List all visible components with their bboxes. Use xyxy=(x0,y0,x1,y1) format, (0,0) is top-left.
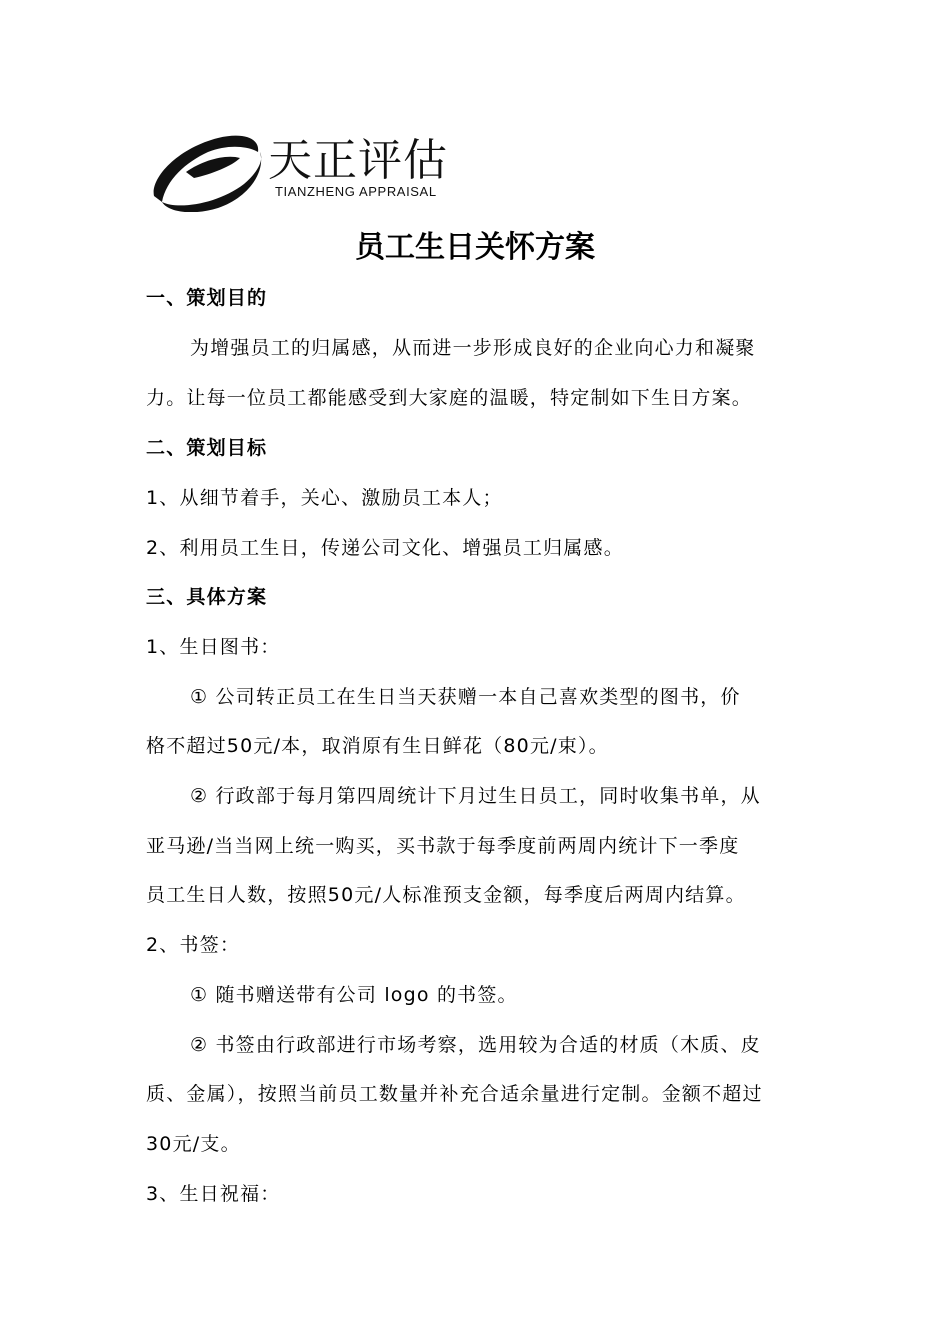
paragraph-line: 力。让每一位员工都能感受到大家庭的温暖，特定制如下生日方案。 xyxy=(146,387,753,409)
paragraph-line: 亚马逊/当当网上统一购买，买书款于每季度前两周内统计下一季度 xyxy=(146,835,740,857)
section-heading-purpose: 一、策划目的 xyxy=(146,287,268,309)
paragraph-line: 员工生日人数，按照50元/人标准预支金额，每季度后两周内结算。 xyxy=(146,884,746,906)
paragraph-line: ① 随书赠送带有公司 logo 的书签。 xyxy=(190,984,518,1006)
logo-name-cn: 天正评估 xyxy=(268,135,448,186)
logo-swoosh-icon xyxy=(148,128,266,212)
company-logo xyxy=(148,128,458,212)
section-heading-plan: 三、具体方案 xyxy=(146,586,268,608)
document-title: 员工生日关怀方案 xyxy=(355,230,595,265)
paragraph-line: ② 行政部于每月第四周统计下月过生日员工，同时收集书单，从 xyxy=(190,785,761,807)
paragraph-line: 为增强员工的归属感，从而进一步形成良好的企业向心力和凝聚 xyxy=(190,337,756,359)
paragraph-line: 质、金属），按照当前员工数量并补充合适余量进行定制。金额不超过 xyxy=(146,1083,763,1105)
paragraph-line: ① 公司转正员工在生日当天获赠一本自己喜欢类型的图书，价 xyxy=(190,686,741,708)
paragraph-line: 格不超过50元/本，取消原有生日鲜花（80元/束）。 xyxy=(146,735,609,757)
subsection-heading: 2、书签： xyxy=(146,934,241,956)
section-heading-goals: 二、策划目标 xyxy=(146,437,268,459)
list-item: 1、从细节着手，关心、激励员工本人； xyxy=(146,487,503,509)
paragraph-line: ② 书签由行政部进行市场考察，选用较为合适的材质（木质、皮 xyxy=(190,1034,761,1056)
logo-name-en: TIANZHENG APPRAISAL xyxy=(275,184,437,199)
paragraph-line: 30元/支。 xyxy=(146,1133,241,1155)
subsection-heading: 3、生日祝福： xyxy=(146,1183,281,1205)
list-item: 2、利用员工生日，传递公司文化、增强员工归属感。 xyxy=(146,537,624,559)
subsection-heading: 1、生日图书： xyxy=(146,636,281,658)
